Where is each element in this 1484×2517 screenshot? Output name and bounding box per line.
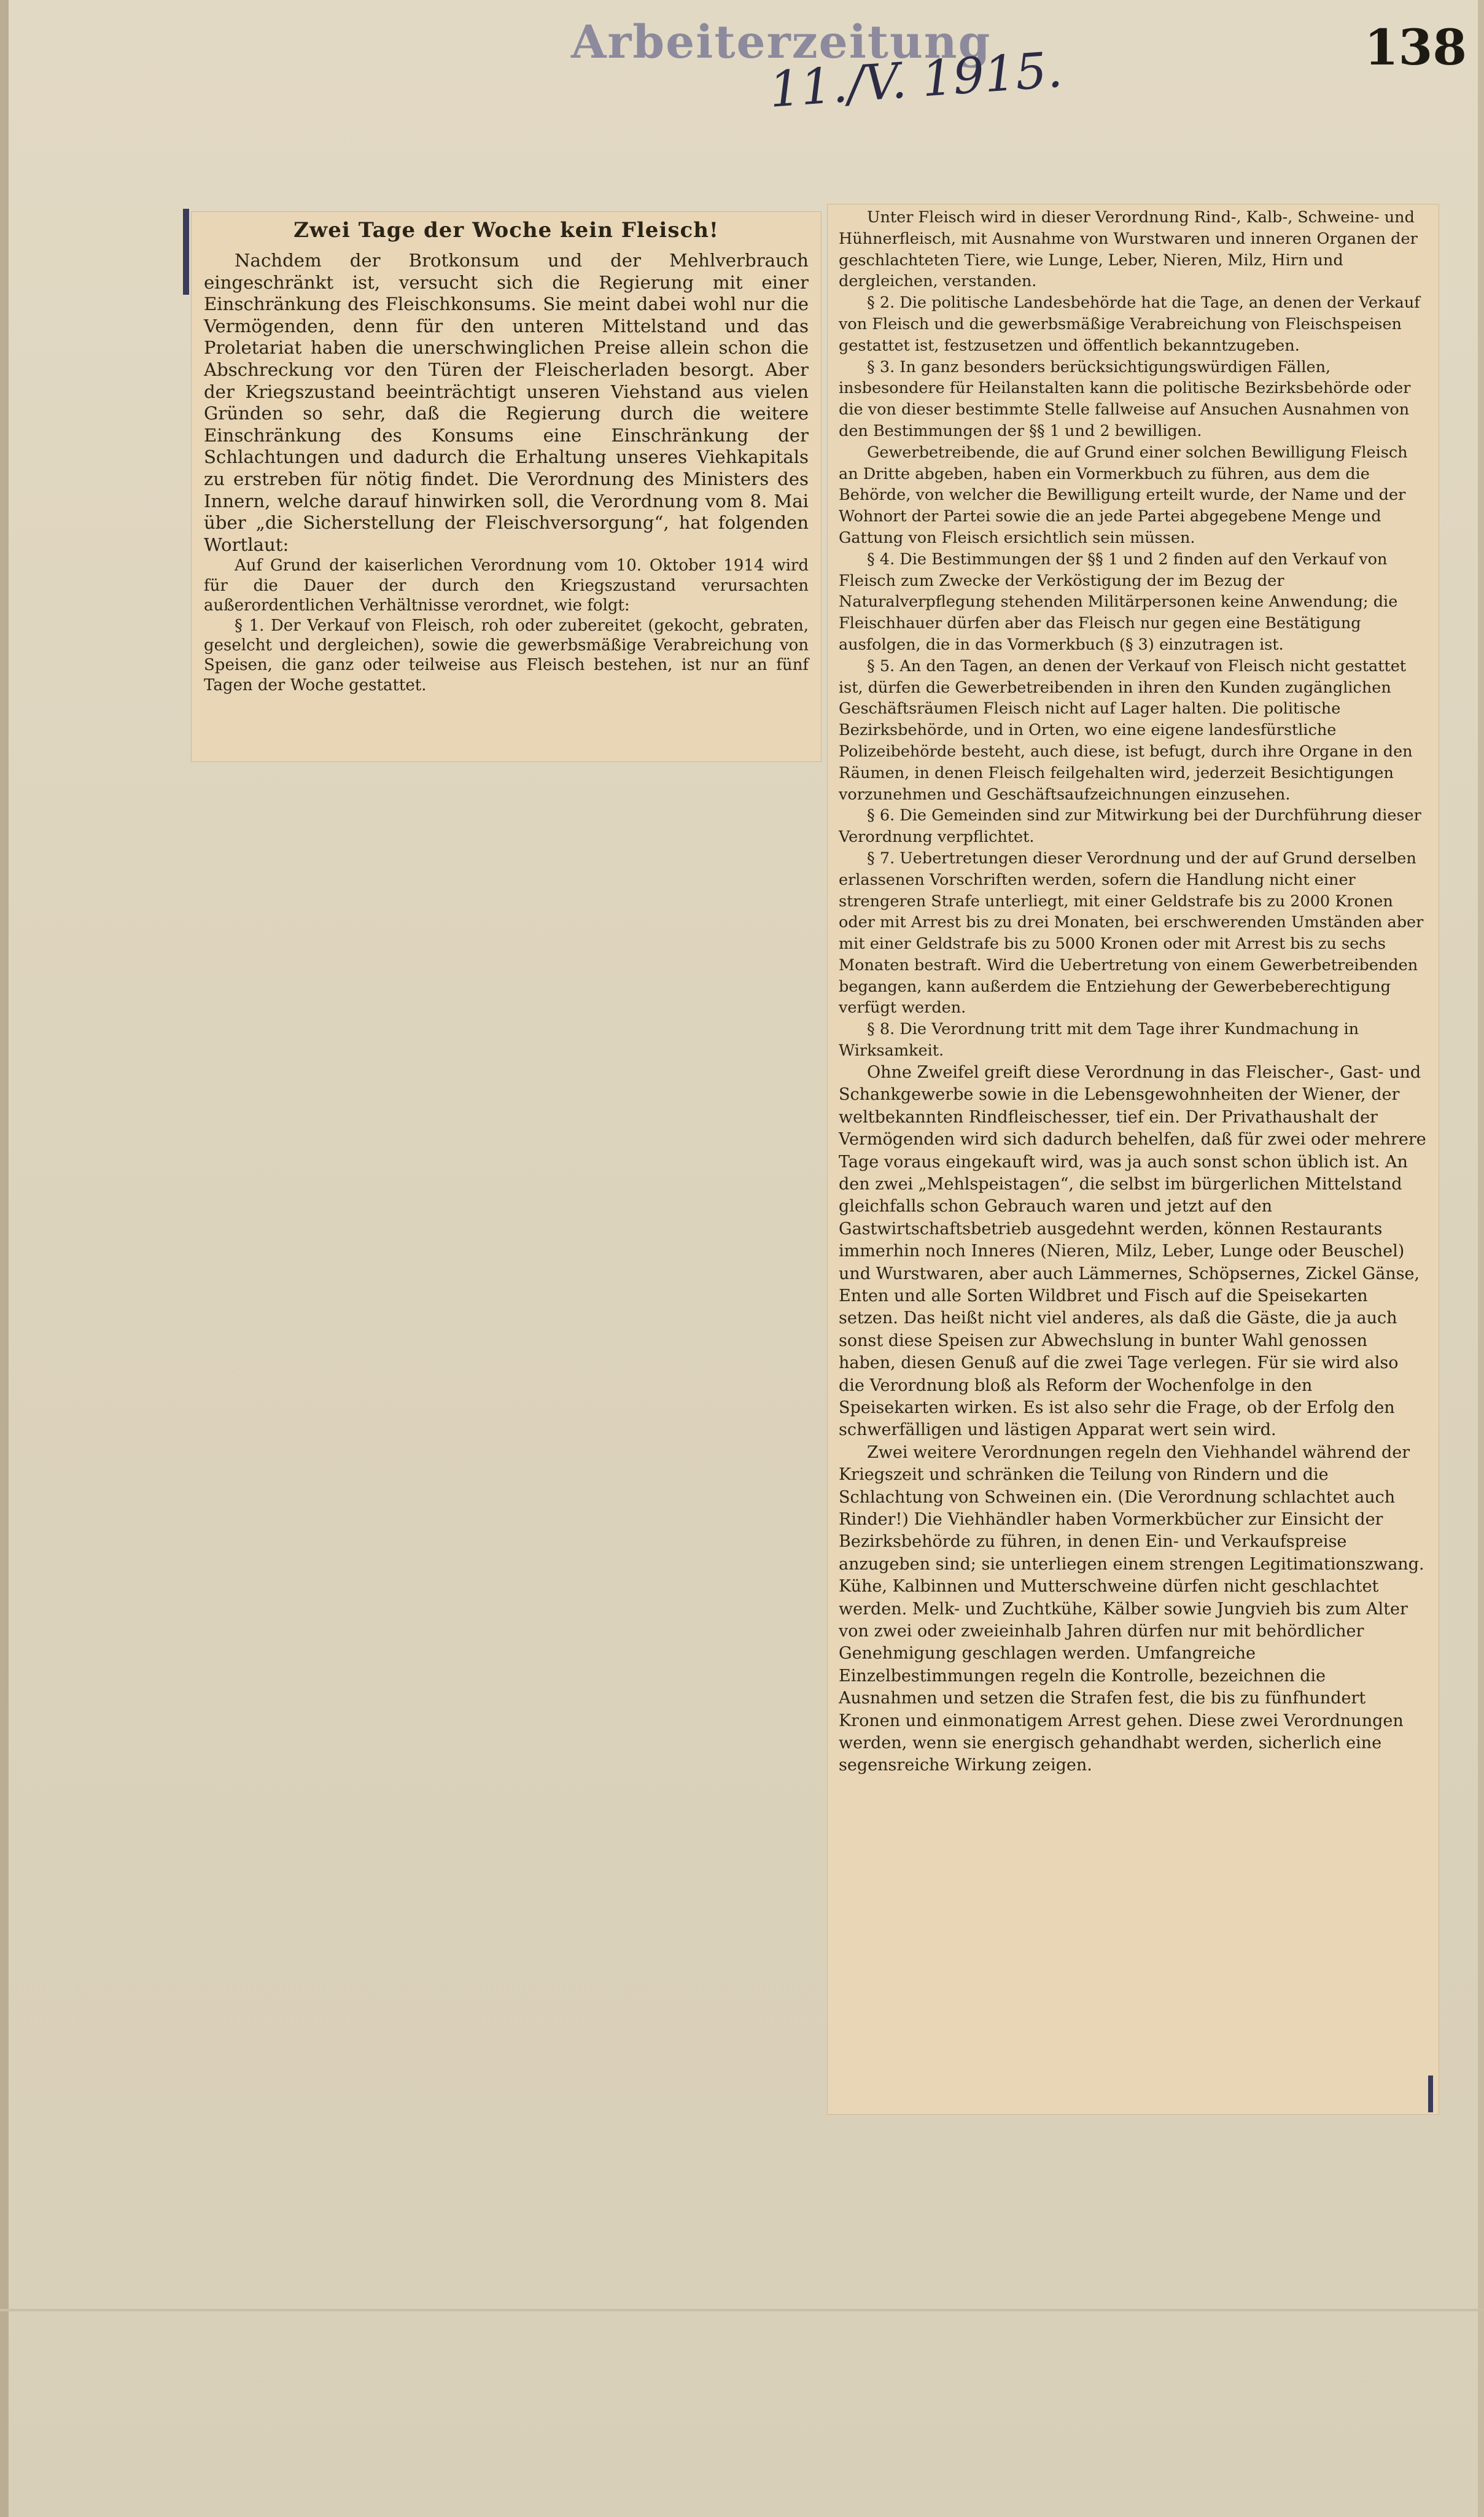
sheet-fold-line bbox=[0, 2309, 1484, 2311]
right-paragraph: § 2. Die politische Landesbehörde hat die Tage, an denen der Verkauf von Fleisch und die gewerbsmäßige Verabreichung von Fleischspeisen gestattet ist, festzusetzen und öffentlich bekanntzugeben. bbox=[839, 294, 1420, 355]
right-column-text bbox=[828, 204, 1439, 1777]
newspaper-stamp: Arbeiterzeitung bbox=[571, 16, 992, 69]
sheet-left-edge bbox=[0, 0, 9, 2517]
handwritten-date: 11./V. 1915. bbox=[767, 41, 1065, 119]
left-paragraph: Auf Grund der kaiserlichen Verordnung vom 10. Oktober 1914 wird für die Dauer der durch den Kriegszustand verursachten außerordentlichen Verhältnisse verordnet, wie folgt: bbox=[204, 556, 809, 615]
article-headline: Zwei Tage der Woche kein Fleisch! bbox=[293, 218, 719, 243]
clipping-left-column bbox=[192, 212, 821, 761]
page-number: 138 bbox=[1364, 18, 1467, 76]
right-paragraph: § 5. An den Tagen, an denen der Verkauf von Fleisch nicht gestattet ist, dürfen die Gewerbetreibenden in ihren den Kunden zugänglichen Geschäftsräumen Fleisch nicht auf Lager halten. Die politische Bezirksbehörde, und in Orten, wo eine eigene landesfürstliche Polizeibehörde besteht, auch diese, ist befugt, durch ihre Organe in den Räumen, in denen Fleisch feilgehalten wird, jederzeit Besichtigungen vorzunehmen und Geschäftsaufzeichnungen einzusehen. bbox=[839, 656, 1413, 804]
left-column-text bbox=[192, 246, 821, 695]
right-paragraph: § 6. Die Gemeinden sind zur Mitwirkung bei der Durchführung dieser Verordnung verpflichtet. bbox=[839, 806, 1421, 847]
left-paragraph: § 1. Der Verkauf von Fleisch, roh oder zubereitet (gekocht, gebraten, geselcht und dergleichen), sowie die gewerbsmäßige Verabreichung von Speisen, die ganz oder teilweise aus Fleisch bestehen, ist nur an fünf Tagen der Woche gestattet. bbox=[204, 616, 809, 694]
right-paragraph: § 4. Die Bestimmungen der §§ 1 und 2 finden auf den Verkauf von Fleisch zum Zwecke der Verköstigung der im Bezug der Naturalverpflegung stehenden Militärpersonen keine Anwendung; die Fleischhauer dürfen aber das Fleisch nur gegen eine Bestätigung ausfolgen, die in das Vormerkbuch (§ 3) einzutragen ist. bbox=[839, 550, 1398, 654]
right-paragraph: Ohne Zweifel greift diese Verordnung in das Fleischer-, Gast- und Schankgewerbe sowie in die Lebensgewohnheiten der Wiener, der weltbekannten Rindfleischesser, tief ein. Der Privathaushalt der Vermögenden wird sich dadurch behelfen, daß für zwei oder mehrere Tage voraus eingekauft wird, was ja auch sonst schon üblich ist. An den zwei „Mehlspeistagen“, die selbst im bürgerlichen Mittelstand gleichfalls schon Gebrauch waren und jetzt auf den Gastwirtschaftsbetrieb ausgedehnt werden, können Restaurants immerhin noch Inneres (Nieren, Milz, Leber, Lunge oder Beuschel) und Wurstwaren, aber auch Lämmernes, Schöpsernes, Zickel Gänse, Enten und alle Sorten Wildbret und Fisch auf die Speisekarten setzen. Das heißt nicht viel anderes, als daß die Gäste, die ja auch sonst diese Speisen zur Abwechslung in bunter Wahl genossen haben, diesen Genuß auf die zwei Tage verlegen. Für sie wird also die Verordnung bloß als Reform der Wochenfolge in den Speisekarten wirken. Es ist also sehr die Frage, ob der Erfolg den schwerfälligen und lästigen Apparat wert sein wird. bbox=[839, 1062, 1426, 1440]
right-paragraph: § 7. Uebertretungen dieser Verordnung und der auf Grund derselben erlassenen Vorschriften werden, sofern die Handlung nicht einer strengeren Strafe unterliegt, mit einer Geldstrafe bis zu 2000 Kronen oder mit Arrest bis zu drei Monaten, bei erschwerenden Umständen aber mit einer Geldstrafe bis zu 5000 Kronen oder mit Arrest bis zu sechs Monaten bestraft. Wird die Uebertretung von einem Gewerbetreibenden begangen, kann außerdem die Entziehung der Gewerbeberechtigung verfügt werden. bbox=[839, 849, 1424, 1017]
right-paragraph: Unter Fleisch wird in dieser Verordnung Rind-, Kalb-, Schweine- und Hühnerfleisch, mit Ausnahme von Wurstwaren und inneren Organen der geschlachteten Tiere, wie Lunge, Leber, Nieren, Milz, Hirn und dergleichen, verstanden. bbox=[839, 208, 1418, 291]
right-paragraph: Zwei weitere Verordnungen regeln den Viehhandel während der Kriegszeit und schränken die Teilung von Rindern und die Schlachtung von Schweinen ein. (Die Verordnung schlachtet auch Rinder!) Die Viehhändler haben Vormerkbücher zur Einsicht der Bezirksbehörde zu führen, in denen Ein- und Verkaufspreise anzugeben sind; sie unterliegen einem strengen Legitimationszwang. Kühe, Kalbinnen und Mutterschweine dürfen nicht geschlachtet werden. Melk- und Zuchtkühe, Kälber sowie Jungvieh bis zum Alter von zwei oder zweieinhalb Jahren dürfen nur mit behördlicher Genehmigung geschlagen werden. Umfangreiche Einzelbestimmungen regeln die Kontrolle, bezeichnen die Ausnahmen und setzen die Strafen fest, die bis zu fünfhundert Kronen und einmonatigem Arrest gehen. Diese zwei Verordnungen werden, wenn sie energisch gehandhabt werden, sicherlich eine segensreiche Wirkung zeigen. bbox=[839, 1442, 1424, 1775]
sheet-right-edge bbox=[1478, 0, 1484, 2517]
clipping-right-column bbox=[828, 204, 1439, 2114]
clipping-edge-mark bbox=[1428, 2075, 1433, 2112]
right-paragraph: § 8. Die Verordnung tritt mit dem Tage ihrer Kundmachung in Wirksamkeit. bbox=[839, 1020, 1359, 1060]
right-paragraph: Gewerbetreibende, die auf Grund einer solchen Bewilligung Fleisch an Dritte abgeben, haben ein Vormerkbuch zu führen, aus dem die Behörde, von welcher die Bewilligung erteilt wurde, der Name und der Wohnort der Partei sowie die an jede Partei abgegebene Menge und Gattung von Fleisch ersichtlich sein müssen. bbox=[839, 443, 1408, 547]
clipping-edge-mark bbox=[183, 209, 189, 295]
right-paragraph: § 3. In ganz besonders berücksichtigungswürdigen Fällen, insbesondere für Heilanstalten kann die politische Bezirksbehörde oder die von dieser bestimmte Stelle fallweise auf Ansuchen Ausnahmen von den Bestimmungen der §§ 1 und 2 bewilligen. bbox=[839, 357, 1411, 440]
left-paragraph: Nachdem der Brotkonsum und der Mehlverbrauch eingeschränkt ist, versucht sich die Regierung mit einer Einschränkung des Fleischkonsums. Sie meint dabei wohl nur die Vermögenden, denn für den unteren Mittelstand und das Proletariat haben die unerschwinglichen Preise allein schon die Abschreckung vor den Türen der Fleischerladen besorgt. Aber der Kriegszustand beeinträchtigt unseren Viehstand aus vielen Gründen so sehr, daß die Regierung durch die weitere Einschränkung des Konsums eine Einschränkung der Schlachtungen und dadurch die Erhaltung unseres Viehkapitals zu erstreben für nötig findet. Die Verordnung des Ministers des Innern, welche darauf hinwirken soll, die Verordnung vom 8. Mai über „die Sicherstellung der Fleischversorgung“, hat folgenden Wortlaut: bbox=[204, 250, 809, 555]
